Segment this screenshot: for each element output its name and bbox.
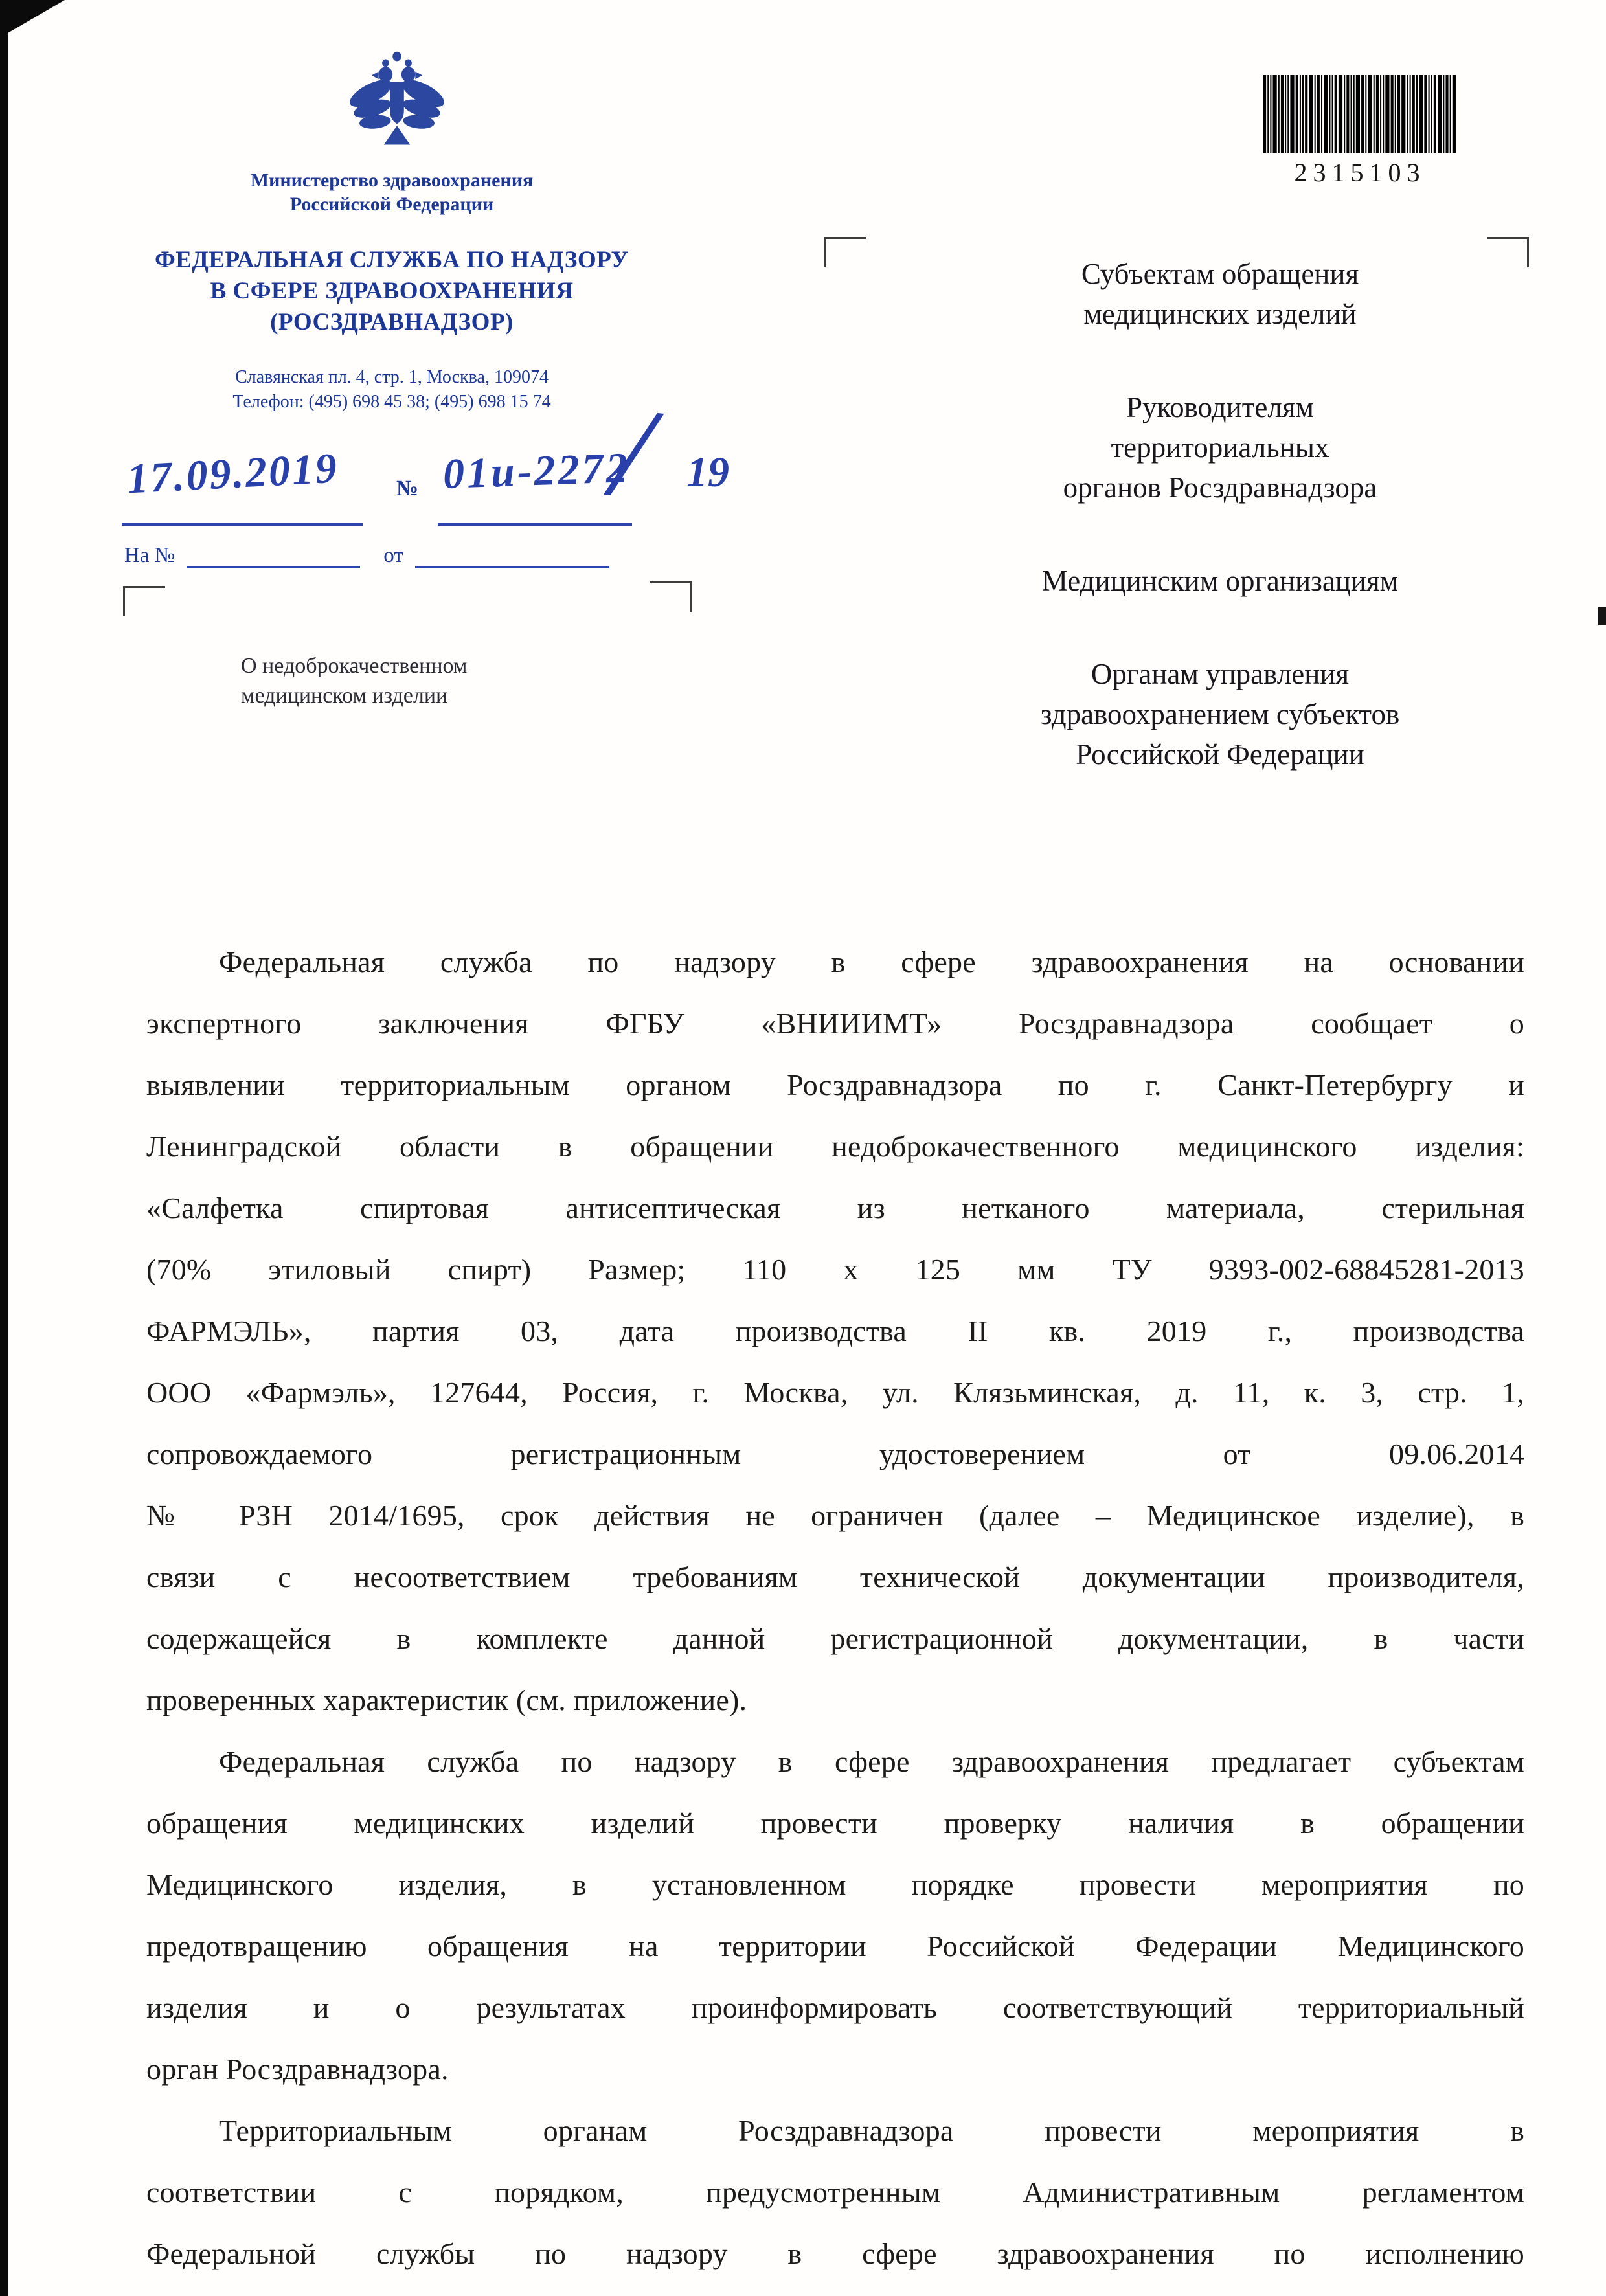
service-line: (РОСЗДРАВНАДЗОР) bbox=[270, 309, 514, 335]
subject-zone-corner-right bbox=[650, 581, 692, 612]
coat-of-arms-icon bbox=[345, 44, 449, 158]
subject-line: О недоброкачественном bbox=[241, 654, 468, 678]
ministry-name bbox=[111, 168, 672, 216]
addressee-line: Медицинским организациям bbox=[1041, 565, 1399, 597]
body-line: связи с несоответствием требованиям технической документации производителя, bbox=[146, 1560, 1524, 1593]
addressee-entry bbox=[1009, 654, 1431, 774]
body-line: (70% этиловый спирт) Размер; 110 х 125 мм ТУ 9393-002-68845281-2013 bbox=[146, 1253, 1524, 1286]
body-line: содержащейся в комплекте данной регистрационной документации, в части bbox=[146, 1622, 1524, 1655]
number-rule-line bbox=[438, 523, 632, 526]
body-line: соответствии с порядком, предусмотренным Административным регламентом bbox=[146, 2176, 1524, 2209]
body-line: Территориальным органам Росздравнадзора провести мероприятия в bbox=[219, 2114, 1524, 2147]
barcode-number: 2315103 bbox=[1294, 158, 1426, 187]
body-line: экспертного заключения ФГБУ «ВНИИИМТ» Росздравнадзора сообщает о bbox=[146, 1007, 1524, 1040]
subject-line: медицинском изделии bbox=[241, 684, 448, 708]
ot-blank-line bbox=[415, 544, 609, 568]
subject-zone-corner-left bbox=[123, 586, 165, 616]
ministry-line: Министерство здравоохранения bbox=[250, 170, 534, 191]
letter-body bbox=[146, 931, 1524, 2284]
addressee-line: Субъектам обращения bbox=[1081, 258, 1359, 290]
service-line: В СФЕРЕ ЗДРАВООХРАНЕНИЯ bbox=[210, 278, 574, 304]
body-line: изделия и о результатах проинформировать соответствующий территориальный bbox=[146, 1991, 1524, 2024]
na-label: На № bbox=[124, 544, 175, 567]
na-blank-line bbox=[187, 544, 360, 568]
barcode bbox=[1263, 75, 1457, 188]
addressee-line: Органам управления bbox=[1091, 658, 1350, 690]
handwritten-slash: / bbox=[606, 379, 658, 526]
ot-label: от bbox=[383, 544, 403, 567]
body-line: «Салфетка спиртовая антисептическая из нетканого материала, стерильная bbox=[146, 1191, 1524, 1224]
date-rule-line bbox=[122, 523, 363, 526]
phone-numbers: Телефон: (495) 698 45 38; (495) 698 15 74 bbox=[232, 392, 551, 412]
paragraph bbox=[146, 2100, 1524, 2284]
body-line: № РЗН 2014/1695, срок действия не ограничен (далее – Медицинское изделие), в bbox=[146, 1499, 1524, 1532]
addressee-zone-corner-right bbox=[1487, 237, 1529, 267]
service-line: ФЕДЕРАЛЬНАЯ СЛУЖБА ПО НАДЗОРУ bbox=[154, 247, 629, 273]
body-line: орган Росздравнадзора. bbox=[146, 2053, 449, 2086]
addressee-zone-corner-left bbox=[824, 237, 866, 267]
addressee-line: медицинских изделий bbox=[1083, 298, 1357, 330]
paragraph bbox=[146, 1731, 1524, 2100]
addressee-line: Руководителям bbox=[1126, 391, 1314, 423]
letter-subject bbox=[241, 651, 578, 711]
body-line: Федеральная служба по надзору в сфере здравоохранения предлагает субъектам bbox=[219, 1745, 1524, 1778]
addressee-line: органов Росздравнадзора bbox=[1063, 471, 1377, 504]
barcode-icon bbox=[1263, 75, 1456, 153]
handwritten-number-year: 19 bbox=[686, 449, 729, 496]
handwritten-date: 17.09.2019 bbox=[126, 444, 340, 503]
incoming-reference-row bbox=[124, 544, 609, 568]
addressee-entry bbox=[1009, 254, 1431, 334]
body-line: Федеральной службы по надзору в сфере здравоохранения по исполнению bbox=[146, 2237, 1524, 2270]
body-line: выявлении территориальным органом Росздравнадзора по г. Санкт-Петербургу и bbox=[146, 1068, 1524, 1101]
body-line: проверенных характеристик (см. приложение). bbox=[146, 1683, 747, 1716]
addressee-line: Российской Федерации bbox=[1076, 738, 1364, 771]
body-line: Федеральная служба по надзору в сфере здравоохранения на основании bbox=[219, 945, 1524, 978]
body-line: предотвращению обращения на территории Российской Федерации Медицинского bbox=[146, 1930, 1524, 1963]
addressee-line: территориальных bbox=[1111, 431, 1329, 464]
addressee-entry bbox=[1009, 561, 1431, 601]
postal-address: Славянская пл. 4, стр. 1, Москва, 109074 bbox=[235, 367, 549, 387]
paragraph bbox=[146, 931, 1524, 1731]
ministry-line: Российской Федерации bbox=[289, 194, 494, 215]
number-sign: № bbox=[396, 477, 419, 501]
body-line: Медицинского изделия, в установленном порядке провести мероприятия по bbox=[146, 1868, 1524, 1901]
body-line: ФАРМЭЛЬ», партия 03, дата производства II кв. 2019 г., производства bbox=[146, 1314, 1524, 1347]
body-line: обращения медицинских изделий провести проверку наличия в обращении bbox=[146, 1806, 1524, 1840]
letterhead bbox=[111, 168, 672, 414]
body-line: ООО «Фармэль», 127644, Россия, г. Москва, ул. Клязьминская, д. 11, к. 3, стр. 1, bbox=[146, 1376, 1524, 1409]
body-line: сопровождаемого регистрационным удостоверением от 09.06.2014 bbox=[146, 1437, 1524, 1470]
scan-edge-tick bbox=[1598, 607, 1606, 625]
contact-block bbox=[111, 365, 672, 414]
service-name bbox=[111, 245, 672, 338]
addressee-list bbox=[1009, 254, 1431, 827]
handwritten-number: 01и-2272 bbox=[442, 444, 631, 499]
addressee-entry bbox=[1009, 387, 1431, 508]
addressee-line: здравоохранением субъектов bbox=[1040, 698, 1400, 730]
scan-edge-left bbox=[0, 0, 8, 2296]
body-line: Ленинградской области в обращении недоброкачественного медицинского изделия: bbox=[146, 1130, 1524, 1163]
scan-edge-corner bbox=[0, 0, 65, 38]
